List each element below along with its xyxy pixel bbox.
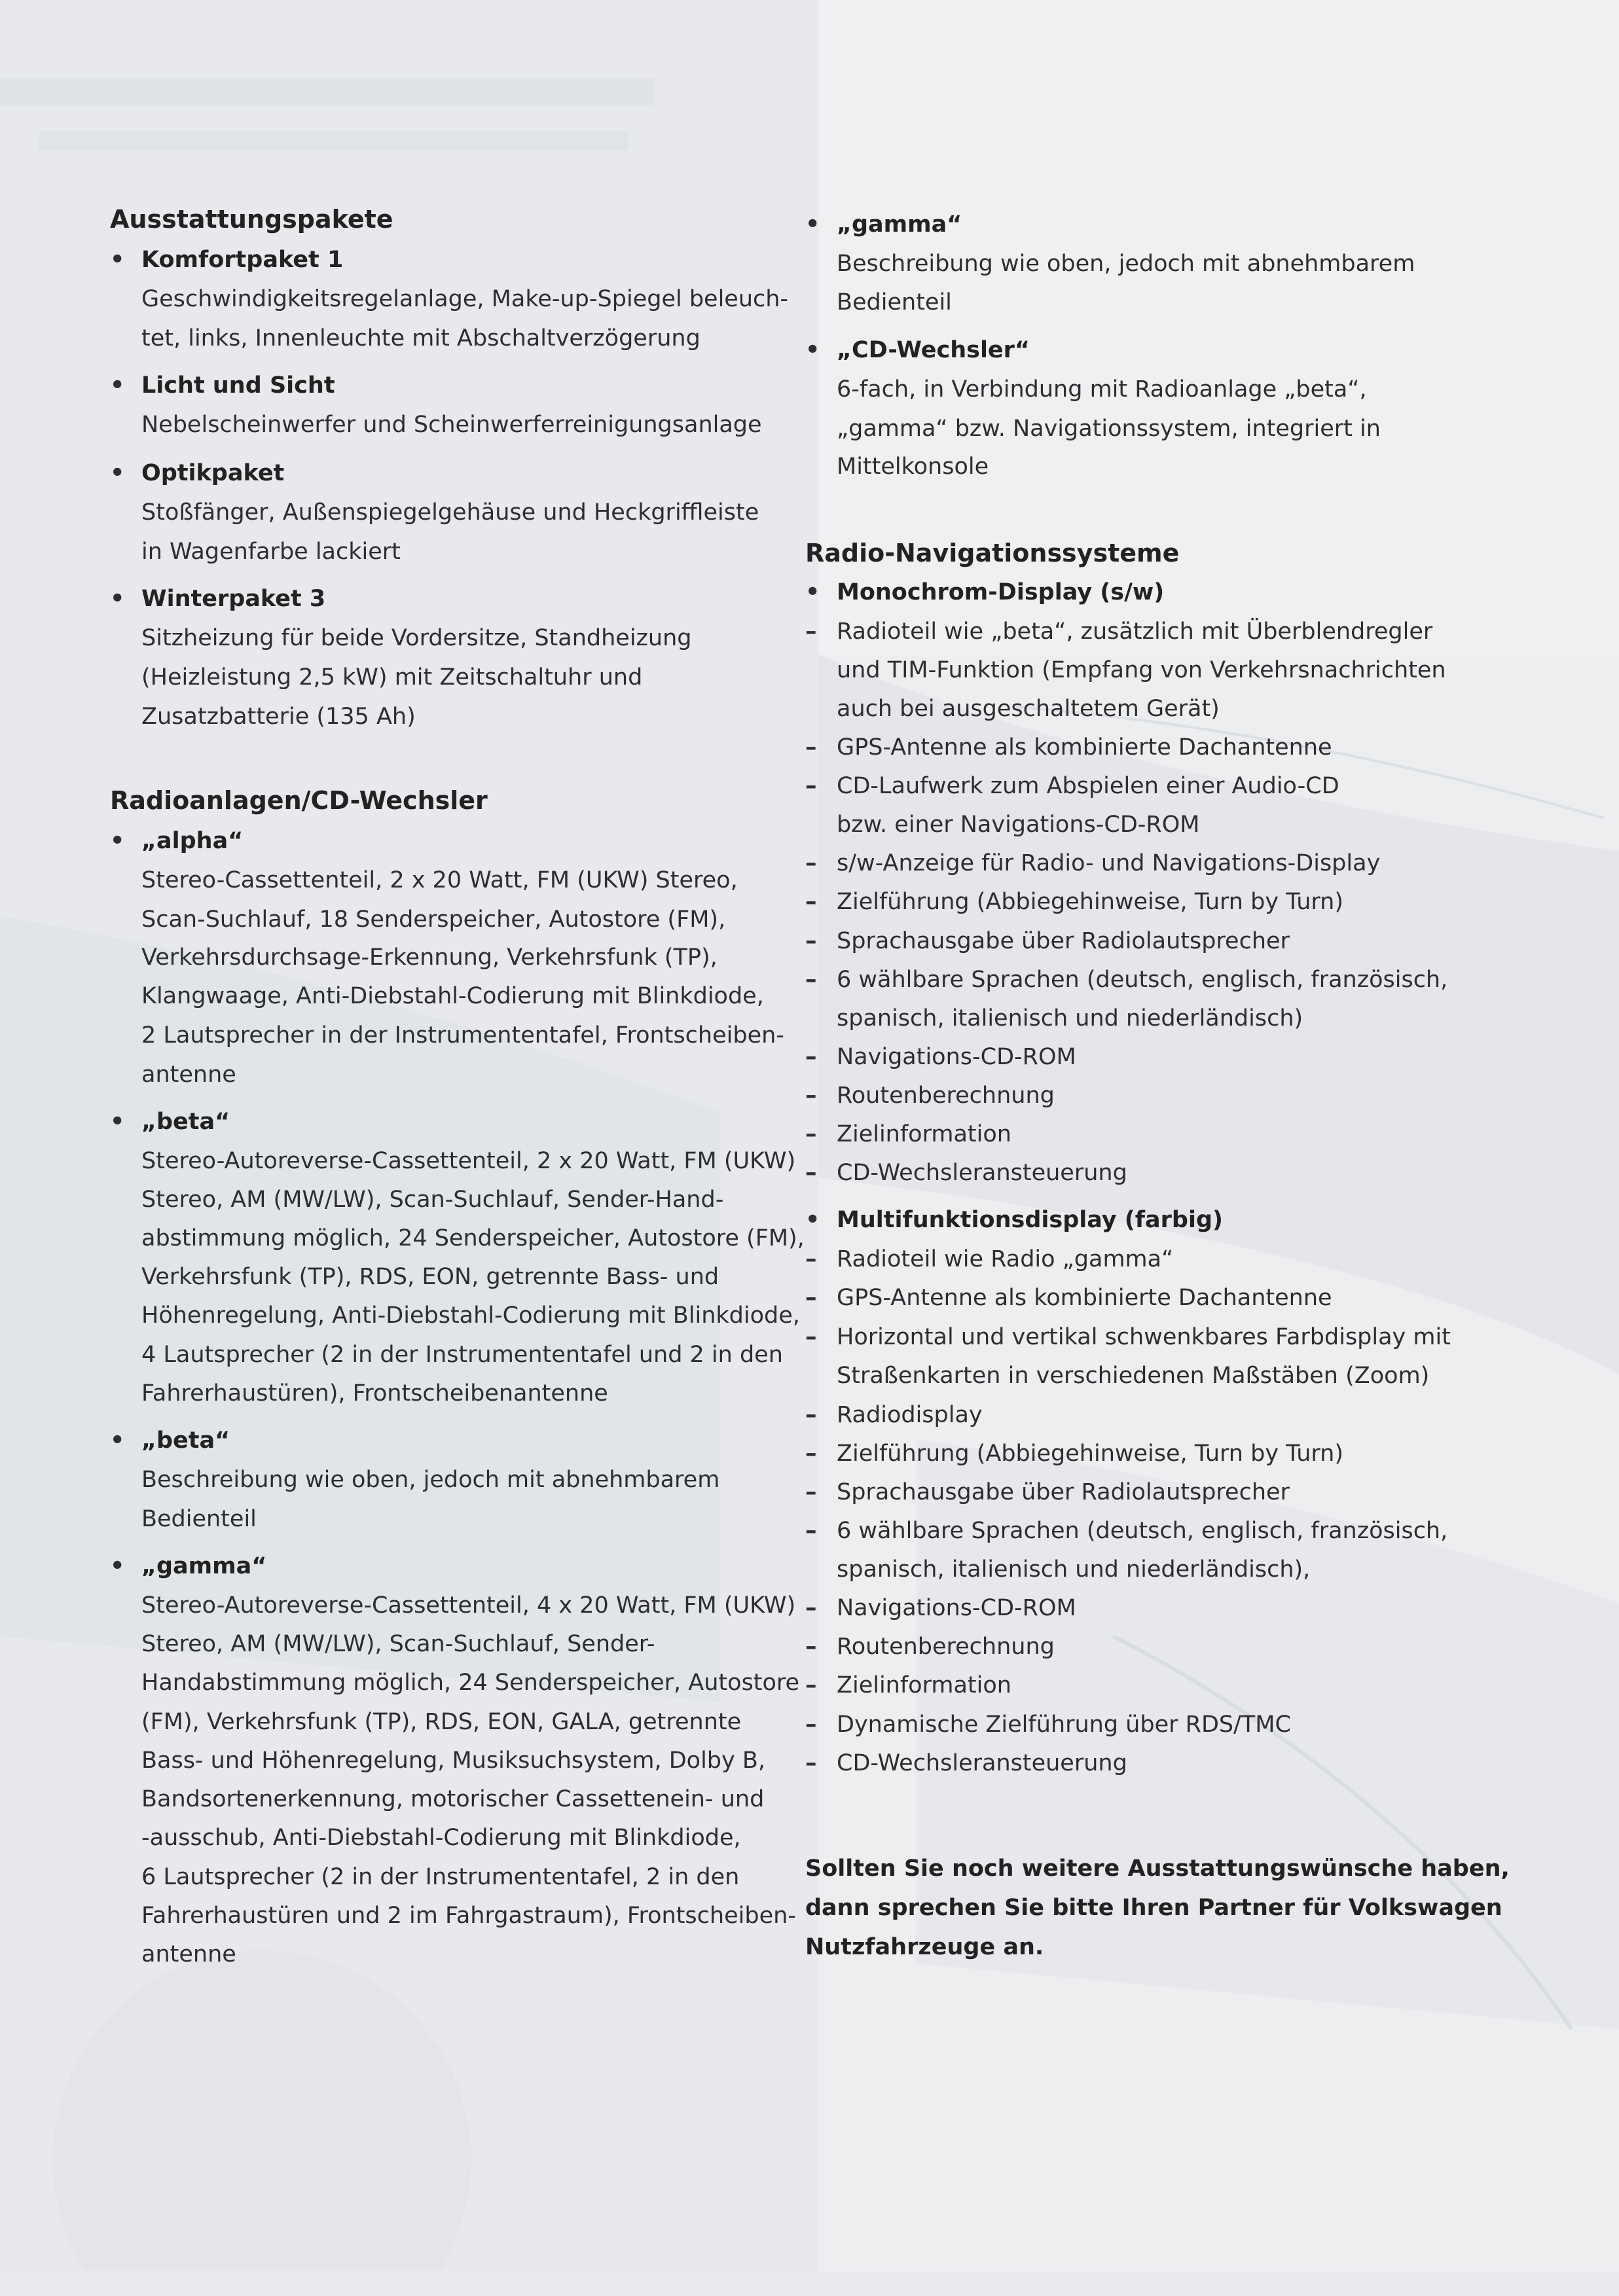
body-text-line: 6 Lautsprecher (2 in der Instrumententafel, 2 in den bbox=[141, 1864, 740, 1890]
dash-icon: – bbox=[805, 1712, 817, 1738]
body-text-line: (Heizleistung 2,5 kW) mit Zeitschaltuhr und bbox=[141, 664, 643, 691]
dash-label: Sprachausgabe über Radiolautsprecher bbox=[837, 1479, 1290, 1505]
bullet-icon: • bbox=[110, 828, 125, 854]
dash-icon: – bbox=[805, 850, 817, 876]
dash-icon: – bbox=[805, 1246, 817, 1272]
body-text-line: antenne bbox=[141, 1062, 236, 1088]
dash-icon: – bbox=[805, 889, 817, 915]
body-text-line: Verkehrsfunk (TP), RDS, EON, getrennte Bass- und bbox=[141, 1264, 719, 1290]
body-text-line: Geschwindigkeitsregelanlage, Make-up-Spiegel beleuch- bbox=[141, 286, 789, 312]
bullet-label: Komfortpaket 1 bbox=[141, 247, 344, 273]
dash-icon: – bbox=[805, 1595, 817, 1621]
body-text-line: Klangwaage, Anti-Diebstahl-Codierung mit Blinkdiode, bbox=[141, 983, 764, 1009]
bullet-icon: • bbox=[805, 579, 820, 605]
body-text-line: Fahrerhaustüren und 2 im Fahrgastraum), Frontscheiben- bbox=[141, 1903, 796, 1929]
body-text-line: in Wagenfarbe lackiert bbox=[141, 539, 401, 565]
body-text-line: antenne bbox=[141, 1941, 236, 1967]
dash-icon: – bbox=[805, 1750, 817, 1776]
body-text-line: Stereo-Autoreverse-Cassettenteil, 2 x 20 Watt, FM (UKW) bbox=[141, 1148, 796, 1174]
dash-label: Radiodisplay bbox=[837, 1402, 983, 1428]
body-text-line: spanisch, italienisch und niederländisch) bbox=[837, 1005, 1303, 1031]
body-text-line: Stoßfänger, Außenspiegelgehäuse und Heckgriffleiste bbox=[141, 499, 759, 526]
dash-label: Zielinformation bbox=[837, 1121, 1011, 1147]
body-text-line: Stereo, AM (MW/LW), Scan-Suchlauf, Sender- bbox=[141, 1631, 655, 1657]
body-text-line: bzw. einer Navigations-CD-ROM bbox=[837, 812, 1200, 838]
dash-label: GPS-Antenne als kombinierte Dachantenne bbox=[837, 734, 1332, 761]
dash-icon: – bbox=[805, 1324, 817, 1350]
body-text-line: Sitzheizung für beide Vordersitze, Standheizung bbox=[141, 625, 692, 651]
body-text-line: 2 Lautsprecher in der Instrumententafel, Frontscheiben- bbox=[141, 1022, 784, 1049]
body-text-line: Stereo-Autoreverse-Cassettenteil, 4 x 20 Watt, FM (UKW) bbox=[141, 1592, 796, 1619]
dash-label: Navigations-CD-ROM bbox=[837, 1595, 1076, 1621]
dash-label: s/w-Anzeige für Radio- und Navigations-Display bbox=[837, 850, 1381, 876]
body-text-line: Bedienteil bbox=[837, 289, 952, 315]
body-text-line: Straßenkarten in verschiedenen Maßstäben (Zoom) bbox=[837, 1363, 1430, 1389]
dash-icon: – bbox=[805, 1083, 817, 1109]
dash-label: Navigations-CD-ROM bbox=[837, 1044, 1076, 1070]
body-text-line: tet, links, Innenleuchte mit Abschaltverzögerung bbox=[141, 325, 700, 351]
dash-label: GPS-Antenne als kombinierte Dachantenne bbox=[837, 1285, 1332, 1311]
dash-label: Zielführung (Abbiegehinweise, Turn by Turn) bbox=[837, 1441, 1344, 1467]
dash-icon: – bbox=[805, 773, 817, 799]
bullet-icon: • bbox=[110, 586, 125, 612]
bullet-icon: • bbox=[805, 1207, 820, 1233]
bullet-label: Multifunktionsdisplay (farbig) bbox=[837, 1207, 1224, 1233]
body-text-line: 4 Lautsprecher (2 in der Instrumententafel und 2 in den bbox=[141, 1342, 783, 1368]
body-text-line: Nebelscheinwerfer und Scheinwerferreinigungsanlage bbox=[141, 412, 762, 438]
section-heading-radio-navigationssysteme: Radio-Navigationssysteme bbox=[805, 539, 1180, 567]
section-heading-ausstattungspakete: Ausstattungspakete bbox=[110, 205, 393, 234]
body-text-line: auch bei ausgeschaltetem Gerät) bbox=[837, 696, 1220, 722]
dash-icon: – bbox=[805, 1479, 817, 1505]
section-heading-radioanlagen-cd-wechsler: Radioanlagen/CD-Wechsler bbox=[110, 786, 488, 815]
bullet-icon: • bbox=[110, 372, 125, 399]
body-text-line: Höhenregelung, Anti-Diebstahl-Codierung mit Blinkdiode, bbox=[141, 1302, 800, 1329]
dash-icon: – bbox=[805, 928, 817, 954]
body-text-line: 6-fach, in Verbindung mit Radioanlage „beta“, bbox=[837, 376, 1367, 403]
dash-icon: – bbox=[805, 1044, 817, 1070]
dash-label: Routenberechnung bbox=[837, 1083, 1055, 1109]
dash-icon: – bbox=[805, 1402, 817, 1428]
dash-label: CD-Wechsleransteuerung bbox=[837, 1160, 1127, 1186]
dash-label: Zielführung (Abbiegehinweise, Turn by Turn) bbox=[837, 889, 1344, 915]
dash-label: Routenberechnung bbox=[837, 1634, 1055, 1660]
dash-icon: – bbox=[805, 1672, 817, 1698]
bullet-label: Monochrom-Display (s/w) bbox=[837, 579, 1165, 605]
bullet-label: „beta“ bbox=[141, 1427, 230, 1454]
dash-label: Sprachausgabe über Radiolautsprecher bbox=[837, 928, 1290, 954]
bullet-label: Optikpaket bbox=[141, 460, 285, 486]
body-text-line: Bedienteil bbox=[141, 1506, 257, 1532]
closing-note-line: Sollten Sie noch weitere Ausstattungswünsche haben, bbox=[805, 1856, 1510, 1882]
dash-icon: – bbox=[805, 734, 817, 761]
body-text-line: Zusatzbatterie (135 Ah) bbox=[141, 704, 416, 730]
dash-icon: – bbox=[805, 1634, 817, 1660]
body-text-line: Beschreibung wie oben, jedoch mit abnehmbarem bbox=[141, 1467, 720, 1493]
body-text-line: Mittelkonsole bbox=[837, 454, 989, 480]
dash-label: CD-Laufwerk zum Abspielen einer Audio-CD bbox=[837, 773, 1339, 799]
bullet-label: „CD-Wechsler“ bbox=[837, 337, 1030, 363]
bullet-icon: • bbox=[805, 211, 820, 238]
bullet-icon: • bbox=[110, 1553, 125, 1579]
dash-icon: – bbox=[805, 1518, 817, 1544]
bullet-icon: • bbox=[110, 460, 125, 486]
bullet-icon: • bbox=[110, 1427, 125, 1454]
bullet-label: Winterpaket 3 bbox=[141, 586, 326, 612]
body-text-line: abstimmung möglich, 24 Senderspeicher, Autostore (FM), bbox=[141, 1225, 805, 1251]
body-text-line: Bandsortenerkennung, motorischer Cassettenein- und bbox=[141, 1786, 765, 1812]
closing-note-line: dann sprechen Sie bitte Ihren Partner für Volkswagen bbox=[805, 1895, 1502, 1921]
body-text-line: Stereo-Cassettenteil, 2 x 20 Watt, FM (UKW) Stereo, bbox=[141, 867, 738, 893]
bullet-icon: • bbox=[110, 1109, 125, 1135]
bullet-label: „gamma“ bbox=[837, 211, 962, 238]
dash-icon: – bbox=[805, 1285, 817, 1311]
body-text-line: und TIM-Funktion (Empfang von Verkehrsnachrichten bbox=[837, 657, 1446, 683]
bullet-label: „beta“ bbox=[141, 1109, 230, 1135]
dash-icon: – bbox=[805, 1121, 817, 1147]
dash-icon: – bbox=[805, 619, 817, 645]
bullet-icon: • bbox=[805, 337, 820, 363]
dash-icon: – bbox=[805, 1441, 817, 1467]
body-text-line: „gamma“ bzw. Navigationssystem, integriert in bbox=[837, 416, 1381, 442]
bullet-label: Licht und Sicht bbox=[141, 372, 335, 399]
bullet-icon: • bbox=[110, 247, 125, 273]
body-text-line: Stereo, AM (MW/LW), Scan-Suchlauf, Sender-Hand- bbox=[141, 1187, 724, 1213]
bullet-label: „alpha“ bbox=[141, 828, 244, 854]
dash-icon: – bbox=[805, 1160, 817, 1186]
dash-label: 6 wählbare Sprachen (deutsch, englisch, französisch, bbox=[837, 967, 1448, 993]
dash-label: Dynamische Zielführung über RDS/TMC bbox=[837, 1712, 1291, 1738]
body-text-line: Scan-Suchlauf, 18 Senderspeicher, Autostore (FM), bbox=[141, 906, 726, 933]
dash-label: Horizontal und vertikal schwenkbares Farbdisplay mit bbox=[837, 1324, 1451, 1350]
body-text-line: spanisch, italienisch und niederländisch), bbox=[837, 1556, 1311, 1583]
body-text-line: Beschreibung wie oben, jedoch mit abnehmbarem bbox=[837, 251, 1415, 277]
body-text-line: -ausschub, Anti-Diebstahl-Codierung mit Blinkdiode, bbox=[141, 1825, 741, 1851]
dash-label: CD-Wechsleransteuerung bbox=[837, 1750, 1127, 1776]
bullet-label: „gamma“ bbox=[141, 1553, 267, 1579]
dash-label: Radioteil wie Radio „gamma“ bbox=[837, 1246, 1174, 1272]
dash-label: Radioteil wie „beta“, zusätzlich mit Überblendregler bbox=[837, 619, 1433, 645]
closing-note-line: Nutzfahrzeuge an. bbox=[805, 1934, 1044, 1960]
dash-label: Zielinformation bbox=[837, 1672, 1011, 1698]
body-text-line: (FM), Verkehrsfunk (TP), RDS, EON, GALA, getrennte bbox=[141, 1709, 742, 1735]
dash-icon: – bbox=[805, 967, 817, 993]
body-text-line: Bass- und Höhenregelung, Musiksuchsystem, Dolby B, bbox=[141, 1748, 765, 1774]
dash-label: 6 wählbare Sprachen (deutsch, englisch, französisch, bbox=[837, 1518, 1448, 1544]
body-text-line: Fahrerhaustüren), Frontscheibenantenne bbox=[141, 1380, 608, 1407]
body-text-line: Verkehrsdurchsage-Erkennung, Verkehrsfunk (TP), bbox=[141, 944, 718, 971]
body-text-line: Handabstimmung möglich, 24 Senderspeicher, Autostore bbox=[141, 1670, 800, 1696]
